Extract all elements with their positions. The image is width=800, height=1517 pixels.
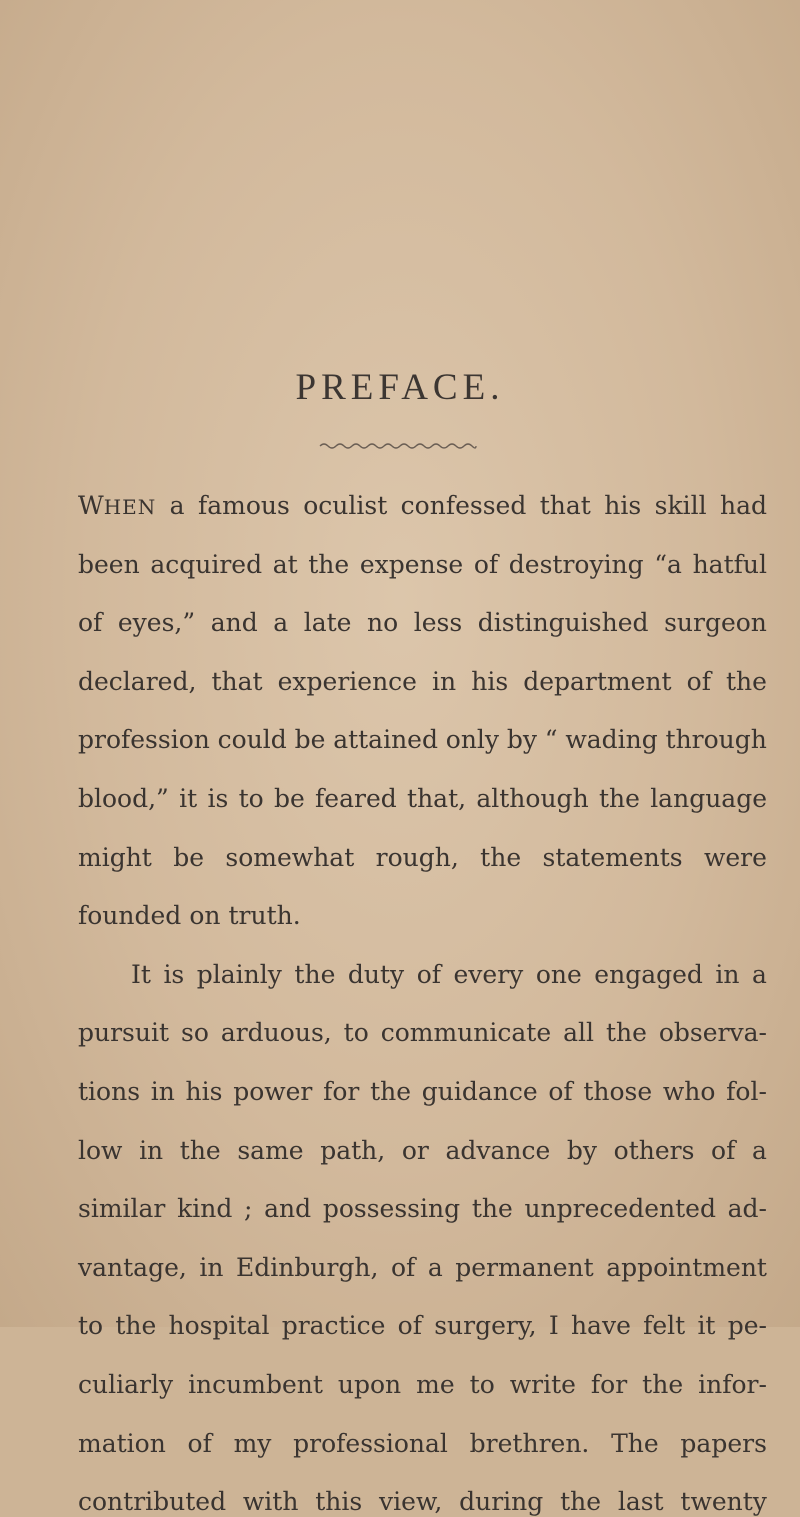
text-line: founded on truth. — [78, 901, 301, 931]
text-line: of eyes,” and a late no less distinguished surgeon — [78, 608, 767, 638]
text-line: to the hospital practice of surgery, I have felt it pe- — [78, 1311, 767, 1341]
text-line: vantage, in Edinburgh, of a permanent appointment — [78, 1252, 767, 1282]
text-line: might be somewhat rough, the statements were — [78, 842, 767, 872]
text-line: It is plainly the duty of every one engaged in a — [131, 959, 767, 989]
text-line: profession could be attained only by “ wading through — [78, 725, 767, 755]
text-line: blood,” it is to be feared that, although the language — [78, 784, 767, 813]
title-ornament — [318, 440, 478, 452]
text-line: mation of my professional brethren. The papers — [78, 1428, 767, 1458]
text-line: been acquired at the expense of destroying “a hatful — [78, 549, 767, 579]
text-line: pursuit so arduous, to communicate all the observa- — [78, 1018, 767, 1048]
text-line: low in the same path, or advance by others of a — [78, 1135, 767, 1165]
page-title: PREFACE. — [295, 367, 505, 408]
text-line: culiarly incumbent upon me to write for the infor- — [78, 1370, 767, 1399]
text-line: similar kind ; and possessing the unprecedented ad- — [78, 1194, 767, 1224]
text-line: tions in his power for the guidance of those who fol- — [78, 1077, 767, 1106]
text-line: declared, that experience in his department of the — [78, 666, 767, 696]
text-line: WHEN a famous oculist confessed that his skill had — [78, 491, 767, 520]
text-line: contributed with this view, during the last twenty — [78, 1487, 767, 1517]
